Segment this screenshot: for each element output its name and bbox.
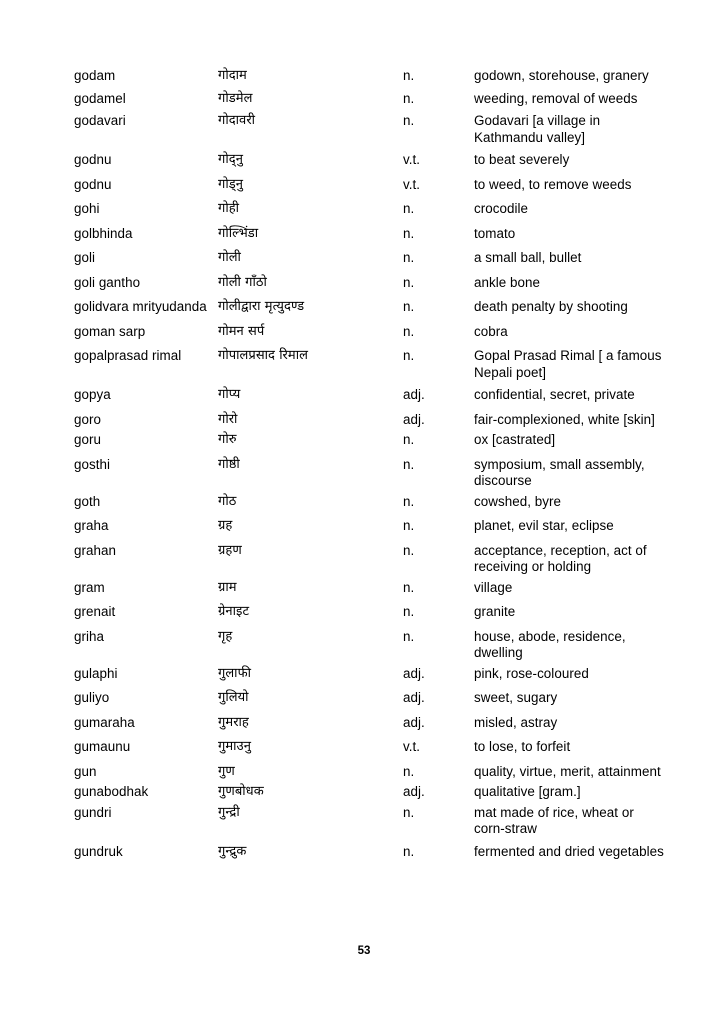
entry-part-of-speech: n. [403,763,415,779]
entry-definition: fermented and dried vegetables [474,843,664,859]
entry-definition: ankle bone [474,274,541,290]
entry-definition: death penalty by shooting [474,299,628,314]
entry-part-of-speech: v.t. [403,152,421,167]
dictionary-entry [74,739,664,756]
entry-definition: fair-complexioned, white [skin] [474,411,655,427]
entry-definition: Gopal Prasad Rimal [ a famous Nepali poet] [474,348,662,380]
entry-headword: golbhinda [74,225,133,241]
entry-definition: mat made of rice, wheat or corn-straw [474,804,634,836]
entry-part-of-speech: n. [403,299,415,314]
entry-headword: goman sarp [74,323,146,339]
entry-part-of-speech: n. [403,843,415,859]
entry-definition: misled, astray [474,714,558,730]
entry-definition: granite [474,604,516,619]
entry-devanagari: गोली [218,250,241,265]
entry-definition: sweet, sugary [474,690,558,705]
entry-devanagari: ग्रह [218,518,233,533]
entry-part-of-speech: n. [403,323,415,339]
dictionary-entry [74,494,664,511]
entry-devanagari: गोही [218,201,240,216]
entry-headword: golidvara mrityudanda [74,299,207,314]
page-number: 53 [357,945,371,957]
dictionary-entry [74,580,664,597]
entry-part-of-speech: n. [403,201,415,216]
entry-definition: weeding, removal of weeds [474,90,638,106]
entry-part-of-speech: n. [403,68,415,83]
entry-part-of-speech: n. [403,456,415,472]
entry-part-of-speech: n. [403,113,415,128]
entry-devanagari: गोष्ठी [218,456,240,472]
entry-part-of-speech: n. [403,542,415,558]
dictionary-entry [74,805,664,838]
entry-headword: godam [74,68,116,83]
entry-devanagari: ग्रेनाइट [218,604,250,619]
entry-devanagari: गोप्य [218,387,241,402]
entry-headword: gun [74,763,97,779]
entry-devanagari: ग्राम [218,579,237,595]
entry-part-of-speech: adj. [403,411,425,427]
entry-part-of-speech: adj. [403,690,425,705]
entry-headword: godnu [74,152,112,167]
entry-headword: gram [74,579,105,595]
entry-devanagari: गोड्नु [218,176,244,192]
entry-devanagari: गोरो [218,411,238,427]
entry-devanagari: गोलीद्वारा मृत्युदण्ड [218,299,305,314]
entry-definition: a small ball, bullet [474,250,582,265]
entry-part-of-speech: n. [403,493,415,509]
dictionary-entry [74,68,664,85]
entry-headword: graha [74,518,109,533]
entry-part-of-speech: v.t. [403,176,421,192]
dictionary-entry [74,250,664,267]
entry-devanagari: गोली गाँठो [218,274,267,290]
dictionary-entry [74,299,664,316]
entry-definition: cowshed, byre [474,493,561,509]
dictionary-entry [74,348,664,381]
entry-headword: goli gantho [74,274,141,290]
entry-devanagari: गुन्द्रुक [218,843,247,859]
entry-headword: goli [74,250,96,265]
dictionary-entry [74,152,664,169]
dictionary-entry [74,784,664,801]
entry-definition: crocodile [474,201,529,216]
dictionary-entry [74,275,664,292]
entry-headword: godavari [74,113,126,128]
entry-headword: gunabodhak [74,784,149,799]
entry-headword: gosthi [74,456,111,472]
entry-headword: gumaunu [74,739,131,754]
entry-devanagari: ग्रहण [218,542,242,558]
entry-definition: planet, evil star, eclipse [474,518,614,533]
dictionary-entry [74,844,664,861]
dictionary-entry [74,432,664,449]
entry-devanagari: गृह [218,628,233,644]
entry-headword: goru [74,432,102,447]
dictionary-entry [74,201,664,218]
entry-definition: Godavari [a village in Kathmandu valley] [474,113,601,145]
entry-part-of-speech: adj. [403,714,425,730]
entry-devanagari: गोडमेल [218,90,253,106]
dictionary-entry [74,666,664,683]
entry-definition: house, abode, residence, dwelling [474,628,626,660]
entry-headword: gulaphi [74,665,118,681]
dictionary-entry [74,177,664,194]
entry-definition: godown, storehouse, granery [474,68,649,83]
entry-definition: to beat severely [474,152,570,167]
entry-part-of-speech: adj. [403,665,425,681]
entry-part-of-speech: n. [403,225,415,241]
entry-devanagari: गोद्नु [218,152,243,167]
dictionary-entry [74,226,664,243]
dictionary-entry [74,715,664,732]
dictionary-entry [74,543,664,576]
entry-devanagari: गुमराह [218,714,249,730]
entry-definition: to lose, to forfeit [474,739,571,754]
entry-devanagari: गुणबोधक [218,784,264,799]
entry-definition: symposium, small assembly, discourse [474,456,645,488]
entry-part-of-speech: n. [403,579,415,595]
entry-list [74,68,664,860]
entry-headword: goth [74,493,101,509]
entry-part-of-speech: adj. [403,387,425,402]
entry-part-of-speech: n. [403,274,415,290]
entry-devanagari: गोल्भिंडा [218,225,259,241]
entry-headword: gundruk [74,843,123,859]
entry-definition: ox [castrated] [474,432,556,447]
entry-definition: village [474,579,513,595]
entry-definition: qualitative [gram.] [474,784,581,799]
entry-headword: gundri [74,804,112,820]
entry-part-of-speech: n. [403,518,415,533]
entry-devanagari: गोमन सर्प [218,323,265,339]
entry-headword: grahan [74,542,116,558]
entry-definition: pink, rose-coloured [474,665,589,681]
dictionary-entry [74,324,664,341]
dictionary-entry [74,412,664,429]
entry-devanagari: गुन्द्री [218,804,240,820]
entry-headword: gopya [74,387,111,402]
dictionary-entry [74,764,664,781]
entry-devanagari: गुलाफी [218,665,252,681]
entry-devanagari: गुमाउनु [218,739,251,754]
entry-headword: gumaraha [74,714,135,730]
dictionary-entry [74,604,664,621]
entry-part-of-speech: n. [403,628,415,644]
entry-part-of-speech: n. [403,90,415,106]
entry-devanagari: गुलियो [218,690,249,705]
entry-part-of-speech: n. [403,348,415,363]
dictionary-entry [74,518,664,535]
dictionary-entry [74,629,664,662]
entry-devanagari: गोदावरी [218,113,256,128]
entry-part-of-speech: n. [403,604,415,619]
dictionary-entry [74,387,664,404]
entry-definition: confidential, secret, private [474,387,635,402]
entry-headword: guliyo [74,690,110,705]
entry-headword: goro [74,411,102,427]
entry-devanagari: गोठ [218,493,237,509]
entry-part-of-speech: n. [403,250,415,265]
entry-definition: acceptance, reception, act of receiving or holding [474,542,647,574]
entry-definition: cobra [474,323,508,339]
dictionary-entry [74,113,664,146]
entry-headword: griha [74,628,105,644]
entry-headword: godamel [74,90,126,106]
entry-devanagari: गोरु [218,432,237,447]
entry-definition: tomato [474,225,516,241]
dictionary-entry [74,457,664,490]
entry-headword: grenait [74,604,116,619]
entry-part-of-speech: v.t. [403,739,421,754]
entry-definition: quality, virtue, merit, attainment [474,763,661,779]
entry-devanagari: गोदाम [218,68,247,83]
entry-part-of-speech: adj. [403,784,425,799]
entry-part-of-speech: n. [403,432,415,447]
dictionary-entry [74,690,664,707]
entry-definition: to weed, to remove weeds [474,176,632,192]
dictionary-entry [74,91,664,108]
entry-headword: godnu [74,176,112,192]
entry-devanagari: गोपालप्रसाद रिमाल [218,348,308,363]
entry-devanagari: गुण [218,763,235,779]
entry-part-of-speech: n. [403,804,415,820]
entry-headword: gohi [74,201,100,216]
entry-headword: gopalprasad rimal [74,348,182,363]
